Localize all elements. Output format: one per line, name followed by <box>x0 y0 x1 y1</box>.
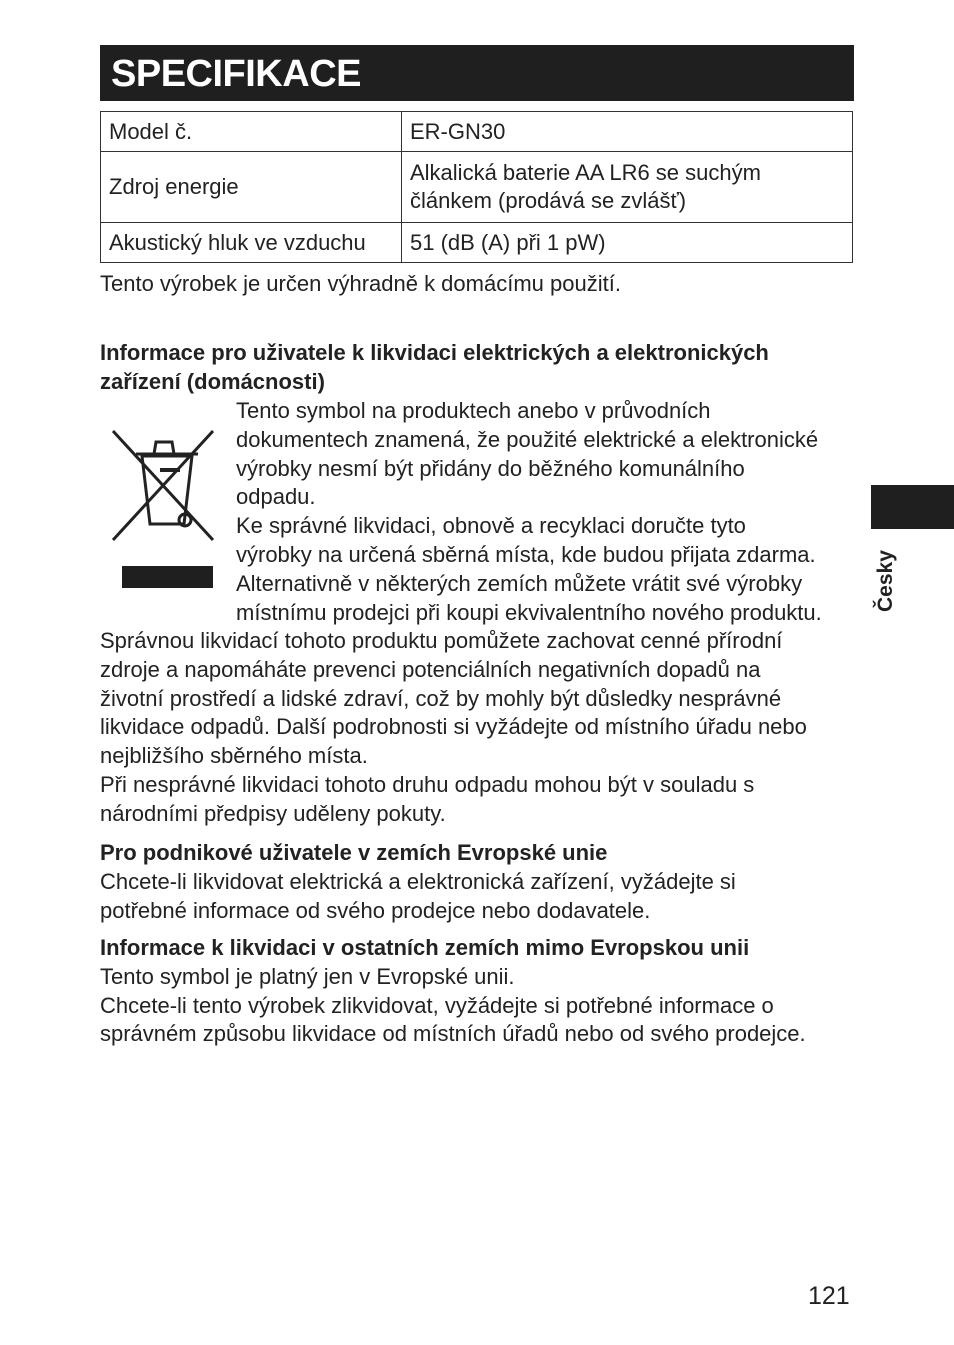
section-title: SPECIFIKACE <box>111 53 361 95</box>
spec-value-line: Alkalická baterie AA LR6 se suchým <box>410 160 761 185</box>
text-line: potřebné informace od svého prodejce nebo dodavatele. <box>100 897 651 923</box>
heading-line: zařízení (domácnosti) <box>100 368 325 394</box>
heading-line: Informace pro uživatele k likvidaci elektrických a elektronických <box>100 340 769 365</box>
text-line: dokumentech znamená, že použité elektrické a elektronické <box>236 426 819 452</box>
text-line: národními předpisy uděleny pokuty. <box>100 800 446 826</box>
domestic-use-note: Tento výrobek je určen výhradně k domácímu použití. <box>100 271 621 296</box>
spec-key: Model č. <box>101 112 402 152</box>
disposal-body <box>100 627 856 829</box>
outside-eu-heading: Informace k likvidaci v ostatních zemích mimo Evropskou unii <box>100 935 750 960</box>
text-line: nejbližšího sběrného místa. <box>100 743 368 769</box>
text-line: zdroje a napomáháte prevenci potenciálních negativních dopadů na <box>100 656 761 682</box>
spec-key: Zdroj energie <box>101 152 402 223</box>
text-line: místnímu prodejci při koupi ekvivalentního nového produktu. <box>236 599 822 625</box>
section-header <box>100 45 854 101</box>
text-line: Chcete-li tento výrobek zlikvidovat, vyžádejte si potřebné informace o <box>100 992 774 1018</box>
spec-value-line: 51 (dB (A) při 1 pW) <box>410 229 606 255</box>
bin-underbar <box>122 566 213 588</box>
disposal-heading <box>100 339 856 397</box>
language-tab-marker <box>871 485 954 529</box>
text-line: Ke správné likvidaci, obnově a recyklaci doručte tyto <box>236 513 746 539</box>
symbol-description <box>236 397 856 627</box>
spec-value <box>402 152 853 223</box>
text-line: Tento symbol na produktech anebo v průvodních <box>236 398 711 423</box>
text-line: Alternativně v některých zemích můžete vrátit své výrobky <box>236 570 803 596</box>
spec-value-line: článkem (prodává se zvlášť) <box>410 188 687 213</box>
text-line: Při nesprávné likvidaci tohoto druhu odpadu mohou být v souladu s <box>100 771 755 797</box>
business-users-section <box>100 839 856 925</box>
text-line: výrobky na určená sběrná místa, kde budou přijata zdarma. <box>236 541 816 567</box>
text-line: Tento symbol je platný jen v Evropské unii. <box>100 963 515 989</box>
text-line: správném způsobu likvidace od místních úřadů nebo od svého prodejce. <box>100 1021 806 1047</box>
spec-key: Akustický hluk ve vzduchu <box>101 223 402 263</box>
table-row <box>101 112 853 152</box>
text-line: výrobky nesmí být přidány do běžného komunálního <box>236 455 745 481</box>
language-label: Česky <box>874 550 897 612</box>
text-line: Správnou likvidací tohoto produktu pomůžete zachovat cenné přírodní <box>100 628 783 653</box>
spec-table <box>100 111 853 263</box>
crossed-out-wheelie-bin-icon <box>110 428 216 546</box>
business-heading: Pro podnikové uživatele v zemích Evropské unie <box>100 840 608 865</box>
spec-value-line: ER-GN30 <box>410 118 506 144</box>
text-line: životní prostředí a lidské zdraví, což by mohly být důsledky nesprávné <box>100 685 782 711</box>
table-row <box>101 152 853 223</box>
spec-value <box>402 112 853 152</box>
outside-eu-section <box>100 934 856 1049</box>
table-row <box>101 223 853 263</box>
page-number: 121 <box>808 1282 850 1310</box>
spec-value <box>402 223 853 263</box>
text-line: odpadu. <box>236 484 316 510</box>
text-line: Chcete-li likvidovat elektrická a elektronická zařízení, vyžádejte si <box>100 868 736 894</box>
text-line: likvidace odpadů. Další podrobnosti si vyžádejte od místního úřadu nebo <box>100 714 807 740</box>
